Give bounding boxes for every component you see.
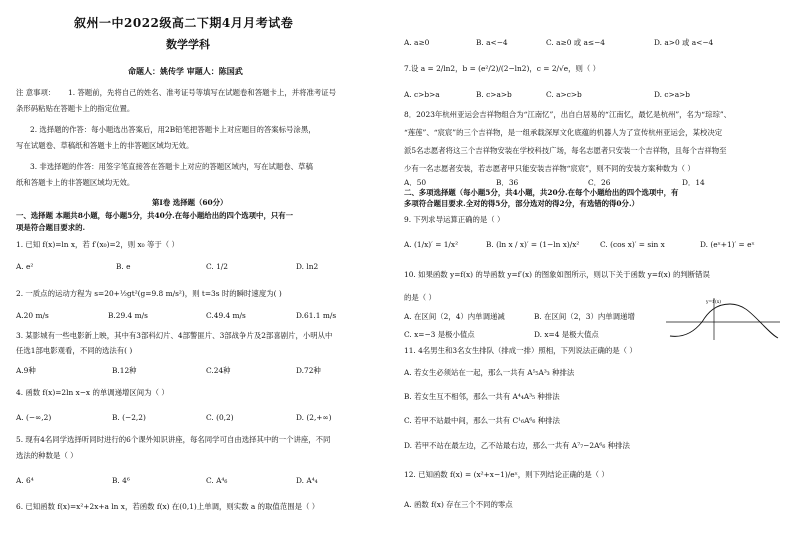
part1-heading: 第I卷 选择题（60分） bbox=[152, 198, 228, 207]
q6-option-d: D. a>0 或 a<−4 bbox=[654, 38, 714, 47]
note-1b: 条形码粘贴在答题卡上的指定位置。 bbox=[16, 104, 135, 113]
q9-option-a: A. (1/x)′ = 1/x² bbox=[404, 240, 459, 249]
q7-option-a: A. c>b>a bbox=[404, 90, 440, 99]
q4-option-d: D. (2,+∞) bbox=[296, 413, 332, 422]
q7-option-c: C. a>c>b bbox=[546, 90, 582, 99]
q8-stem-4: 少有一名志愿者安装，若志愿者甲只能安装吉祥物“宸宸”，则不同的安装方案种数为（ ） bbox=[404, 164, 695, 173]
note-3a: 3. 非选择题的作答：用签字笔直接答在答题卡上对应的答题区域内，写在试题卷、草稿 bbox=[30, 162, 313, 171]
q11-option-d: D. 若甲不站在最左边，乙不站最右边，那么一共有 A⁷₇−2A⁶₆ 种排法 bbox=[404, 441, 630, 450]
section1-line-a: 一、选择题 本题共8小题，每小题5分，共40分.在每小题给出的四个选项中，只有一 bbox=[16, 211, 294, 220]
q3-option-b: B.12种 bbox=[112, 366, 137, 375]
note-1a: 1. 答题前，先将自己的姓名、准考证号等填写在试题卷和答题卡上，并将准考证号 bbox=[68, 88, 337, 97]
note-3b: 纸和答题卡上的非答题区域均无效。 bbox=[16, 178, 135, 187]
q8-option-a: A．50 bbox=[404, 178, 427, 187]
q10-option-c: C. x=−3 是极小值点 bbox=[404, 330, 475, 339]
q5-option-d: D. A⁴₄ bbox=[296, 476, 318, 485]
q12-option-a: A. 函数 f(x) 存在三个不同的零点 bbox=[404, 500, 513, 509]
q4-option-a: A. (−∞,2) bbox=[16, 413, 52, 422]
q9-option-b: B. (ln x / x)′ = (1−ln x)/x² bbox=[486, 240, 580, 249]
q9-option-c: C. (cos x)′ = sin x bbox=[600, 240, 665, 249]
part2-heading: 二、多项选择题（每小题5分，共4小题，共20分.在每个小题给出的四个选项中，有 bbox=[404, 188, 679, 197]
q1-option-b: B. e bbox=[116, 262, 131, 271]
q1-option-a: A. e² bbox=[16, 262, 34, 271]
q11-option-c: C. 若甲不站最中间，那么一共有 C¹₆A⁶₆ 种排法 bbox=[404, 416, 560, 425]
section1-line-b: 项是符合题目要求的. bbox=[16, 223, 86, 232]
q2-option-a: A.20 m/s bbox=[16, 311, 49, 320]
q12-stem: 12. 已知函数 f(x) = (x²+x−1)/eˣ，则下列结论正确的是（ ） bbox=[404, 470, 609, 479]
q8-stem-3: 派5名志愿者将这三个吉祥物安装在学校科技广场，每名志愿者只安装一个吉祥物，且每个吉祥物至 bbox=[404, 146, 727, 155]
q10-option-b: B. 在区间（2，3）内单调递增 bbox=[534, 312, 635, 321]
note-2b: 写在试题卷、草稿纸和答题卡上的非答题区域均无效。 bbox=[16, 141, 194, 150]
subject-title: 数学学科 bbox=[166, 38, 210, 51]
right-column bbox=[404, 0, 784, 560]
q10-stem-1: 10. 如果函数 y=f(x) 的导函数 y=f′(x) 的图象如图所示，则以下关于函数 y=f(x) 的判断错误 bbox=[404, 270, 710, 279]
note-2a: 2. 选择题的作答：每小题选出答案后，用2B铅笔把答题卡上对应题目的答案标号涂黑， bbox=[30, 125, 316, 134]
q7-option-d: D. c>a>b bbox=[654, 90, 691, 99]
q3-option-d: D.72种 bbox=[296, 366, 321, 375]
q6-stem: 6. 已知函数 f(x)=x²+2x+a ln x，若函数 f(x) 在(0,1)上单调，则实数 a 的取值范围是（ ） bbox=[16, 502, 320, 511]
q2-stem: 2. 一质点的运动方程为 s=20+½gt²(g=9.8 m/s²)，则 t=3s 时的瞬时速度为( ) bbox=[16, 289, 282, 298]
q9-stem: 9. 下列求导运算正确的是（ ） bbox=[404, 215, 505, 224]
q11-option-b: B. 若女生互不相邻，那么一共有 A⁴₄A³₅ 种排法 bbox=[404, 392, 560, 401]
q7-option-b: B. c>a>b bbox=[476, 90, 512, 99]
q5-option-c: C. A⁴₆ bbox=[206, 476, 228, 485]
q6-option-c: C. a≥0 或 a≤−4 bbox=[546, 38, 605, 47]
part2-heading-2: 多项符合题目要求.全对的得5分，部分选对的得2分，有选错的得0分.） bbox=[404, 199, 639, 208]
q4-option-c: C. (0,2) bbox=[206, 413, 234, 422]
q8-option-b: B．36 bbox=[496, 178, 519, 187]
notes-intro: 注 意事项： bbox=[16, 88, 56, 97]
q6-option-b: B. a<−4 bbox=[476, 38, 508, 47]
q4-option-b: B. (−2,2) bbox=[112, 413, 146, 422]
q2-option-d: D.61.1 m/s bbox=[296, 311, 337, 320]
q3-option-c: C.24种 bbox=[206, 366, 231, 375]
q3-stem-1: 3. 某影城有一些电影新上映，其中有3部科幻片、4部警匪片、3部战争片及2部喜剧片，小明从中 bbox=[16, 331, 333, 340]
q11-option-a: A. 若女生必须站在一起，那么一共有 A⁵₅A³₃ 种排法 bbox=[404, 368, 575, 377]
exam-title: 叙州一中2022级高二下期4月月考试卷 bbox=[74, 16, 294, 30]
q1-option-d: D. ln2 bbox=[296, 262, 319, 271]
derivative-curve bbox=[670, 304, 778, 338]
q11-stem: 11. 4名男生和3名女生排队（排成一排）照相，下列说法正确的是（ ） bbox=[404, 346, 637, 355]
q10-option-d: D. x=4 是极大值点 bbox=[534, 330, 599, 339]
q10-stem-2: 的是（ ） bbox=[404, 293, 436, 302]
q5-stem-2: 选法的种数是（ ） bbox=[16, 451, 78, 460]
q6-option-a: A. a≥0 bbox=[404, 38, 430, 47]
q8-stem-1: 8．2023年杭州亚运会吉祥物组合为“江南忆”，出自白居易的“江南忆，最忆是杭州”，名为“琮琮”、 bbox=[404, 110, 732, 119]
derivative-graph bbox=[664, 296, 782, 342]
q3-option-a: A.9种 bbox=[16, 366, 36, 375]
q8-option-c: C．26 bbox=[588, 178, 611, 187]
q5-stem-1: 5. 现有4名同学选择听同时进行的6个课外知识讲座，每名同学可自由选择其中的一个讲座，不同 bbox=[16, 435, 331, 444]
q8-stem-2: “莲莲”、“宸宸”的三个吉祥物，是一组承载深厚文化底蕴的机器人为了宣传杭州亚运会，某校决定 bbox=[404, 128, 723, 137]
q3-stem-2: 任选1部电影观看，不同的选法有( ) bbox=[16, 346, 133, 355]
q7-stem: 7.设 a = 2/ln2，b = (e²/2)/(2−ln2)，c = 2/√e，则（ ） bbox=[404, 64, 601, 73]
authors-line: 命题人：姚传学 审题人：陈国武 bbox=[128, 66, 243, 76]
q9-option-d: D. (eˣ+1)′ = eˣ bbox=[700, 240, 755, 249]
q1-stem: 1. 已知 f(x)=ln x，若 f′(x₀)=2，则 x₀ 等于（ ） bbox=[16, 240, 179, 249]
left-column bbox=[16, 0, 396, 560]
q5-option-b: B. 4⁶ bbox=[112, 476, 130, 485]
graph-label: y=f′(x) bbox=[706, 300, 722, 305]
q10-option-a: A. 在区间（2，4）内单调递减 bbox=[404, 312, 505, 321]
q4-stem: 4. 函数 f(x)=2ln x−x 的单调递增区间为（ ） bbox=[16, 388, 169, 397]
q8-option-d: D．14 bbox=[682, 178, 705, 187]
q2-option-b: B.29.4 m/s bbox=[108, 311, 148, 320]
q2-option-c: C.49.4 m/s bbox=[206, 311, 246, 320]
q5-option-a: A. 6⁴ bbox=[16, 476, 34, 485]
q1-option-c: C. 1/2 bbox=[206, 262, 228, 271]
